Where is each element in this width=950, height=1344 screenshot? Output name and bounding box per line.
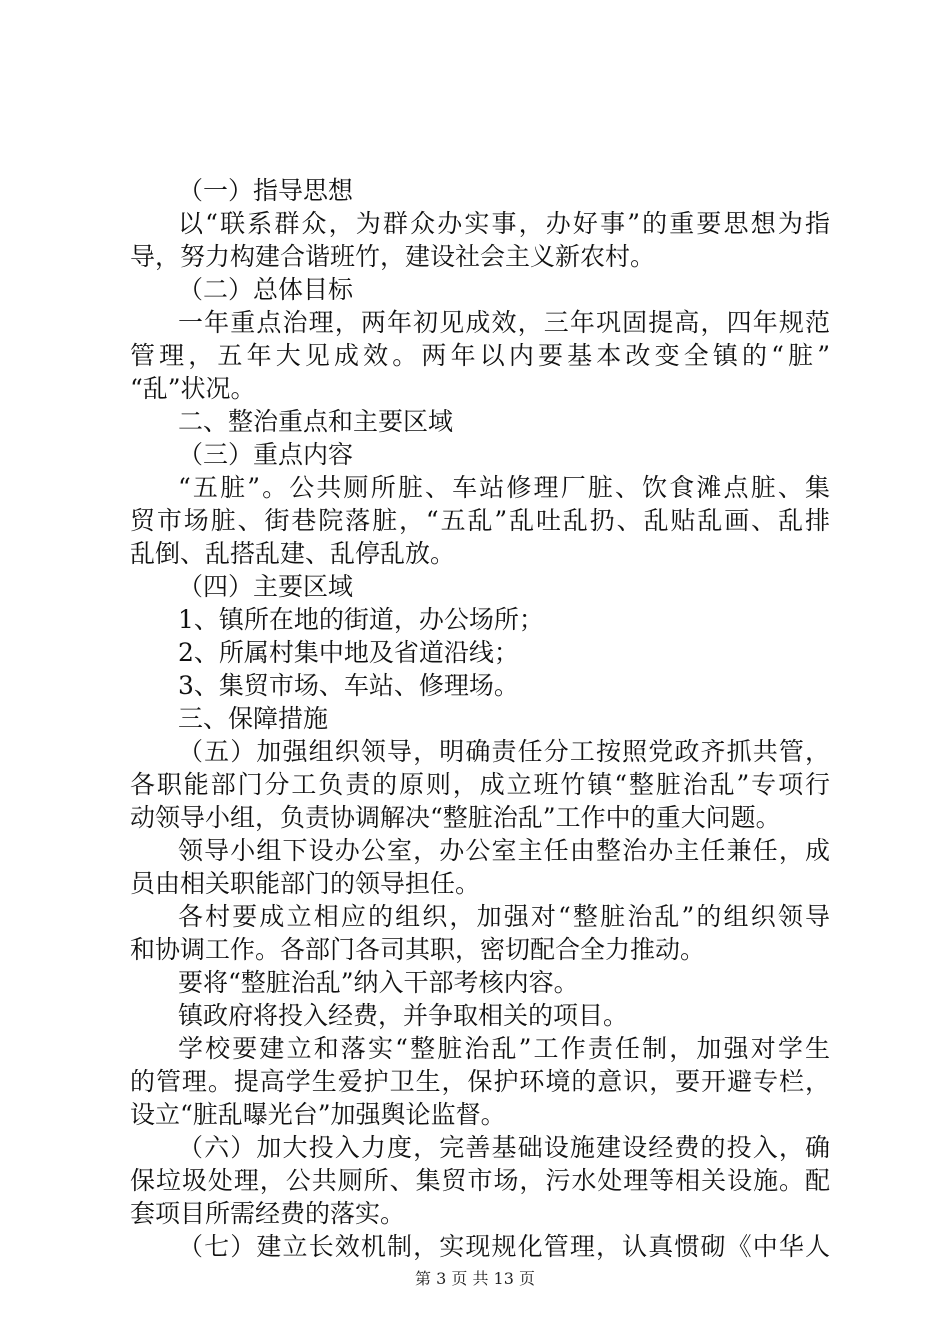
paragraph-line: （五）加强组织领导，明确责任分工按照党政齐抓共管， (178, 737, 830, 766)
heading-key-content: （三）重点内容 (178, 440, 354, 469)
paragraph-line: 设立“脏乱曝光台”加强舆论监督。 (130, 1100, 506, 1129)
paragraph-line: 以“联系群众，为群众办实事，办好事”的重要思想为指 (178, 209, 830, 238)
paragraph-line: 学校要建立和落实“整脏治乱”工作责任制，加强对学生 (178, 1034, 830, 1063)
paragraph-line: （七）建立长效机制，实现规化管理，认真惯砌《中华人 (178, 1232, 830, 1261)
section-heading-2: 二、整治重点和主要区域 (178, 407, 454, 436)
section-heading-3: 三、保障措施 (178, 704, 329, 733)
paragraph-line: 动领导小组，负责协调解决“整脏治乱”工作中的重大问题。 (130, 803, 781, 832)
paragraph-line: 各村要成立相应的组织，加强对“整脏治乱”的组织领导 (178, 902, 830, 931)
heading-guiding-thought: （一）指导思想 (178, 176, 354, 205)
list-item: 3、集贸市场、车站、修理场。 (178, 671, 519, 700)
paragraph-line: “五脏”。公共厕所脏、车站修理厂脏、饮食滩点脏、集 (178, 473, 830, 502)
paragraph-line: 一年重点治理，两年初见成效，三年巩固提高，四年规范 (178, 308, 830, 337)
paragraph-line: 的管理。提高学生爱护卫生，保护环境的意识，要开避专栏， (130, 1067, 830, 1096)
paragraph-line: 员由相关职能部门的领导担任。 (130, 869, 481, 898)
paragraph-line: 各职能部门分工负责的原则，成立班竹镇“整脏治乱”专项行 (130, 770, 830, 799)
list-item: 1、镇所在地的街道，办公场所； (178, 605, 544, 634)
paragraph-line: 保垃圾处理，公共厕所、集贸市场，污水处理等相关设施。配 (130, 1166, 830, 1195)
paragraph-line: 管理，五年大见成效。两年以内要基本改变全镇的“脏” (130, 341, 830, 370)
paragraph-line: 乱倒、乱搭乱建、乱停乱放。 (130, 539, 456, 568)
paragraph-line: 和协调工作。各部门各司其职，密切配合全力推动。 (130, 935, 706, 964)
paragraph-line: “乱”状况。 (130, 374, 256, 403)
list-item: 2、所属村集中地及省道沿线； (178, 638, 519, 667)
paragraph-line: 要将“整脏治乱”纳入干部考核内容。 (178, 968, 579, 997)
paragraph-line: 镇政府将投入经费，并争取相关的项目。 (178, 1001, 629, 1030)
page-number-footer: 第 3 页 共 13 页 (415, 1269, 535, 1288)
paragraph-line: 领导小组下设办公室，办公室主任由整治办主任兼任，成 (178, 836, 830, 865)
paragraph-line: 套项目所需经费的落实。 (130, 1199, 406, 1228)
paragraph-line: （六）加大投入力度，完善基础设施建设经费的投入，确 (178, 1133, 830, 1162)
heading-overall-goal: （二）总体目标 (178, 275, 354, 304)
heading-main-areas: （四）主要区域 (178, 572, 354, 601)
paragraph-line: 导，努力构建合谐班竹，建设社会主义新农村。 (130, 242, 656, 271)
paragraph-line: 贸市场脏、街巷院落脏，“五乱”乱吐乱扔、乱贴乱画、乱排 (130, 506, 830, 535)
